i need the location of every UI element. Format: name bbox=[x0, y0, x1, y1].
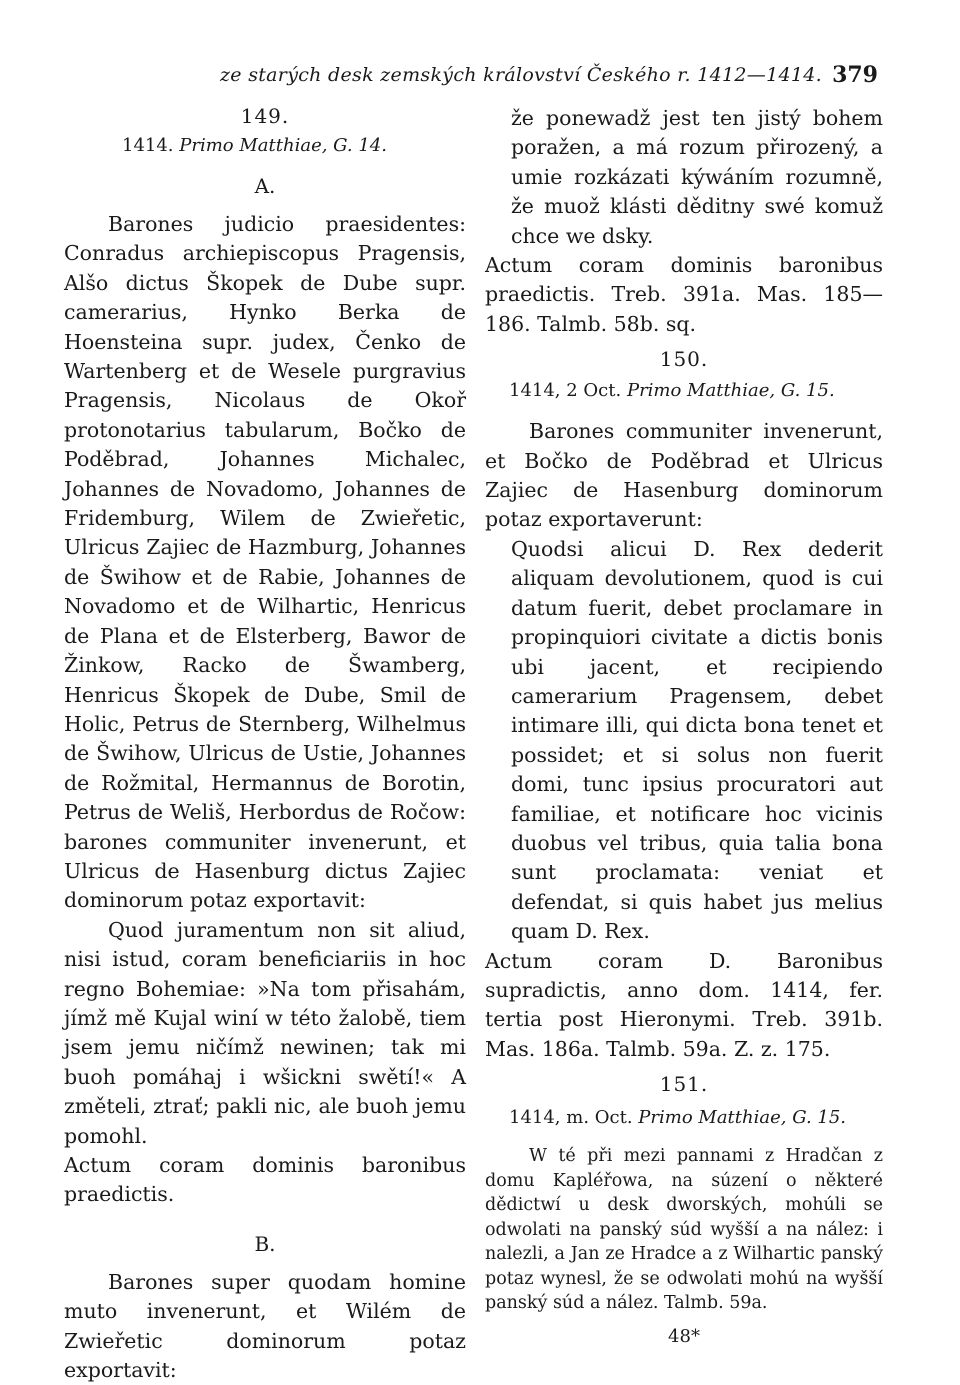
signature-mark: 48* bbox=[668, 1325, 700, 1347]
paragraph-continuation: že ponewadž jest ten jistý bohem poražen, a má rozum přirozený, a umie rozkázati kýwáním rozumně, že muož klásti děditny swé komuž chce we dsky. bbox=[511, 106, 883, 248]
document-number: 149. bbox=[240, 104, 290, 128]
left-column bbox=[64, 104, 466, 1385]
paragraph-actum: Actum coram dominis baronibus praedictis. bbox=[64, 1153, 466, 1207]
document-number-151: 151. bbox=[659, 1072, 709, 1097]
paragraph-juramentum: Quod juramentum non sit aliud, nisi istud, coram beneficiariis in hoc regno Bohemiae: »Na tom přisahám, jímž mě Kujal winí w této žalobě, tiem jsem jemu ničímž newinen; tak mi buoh pomáhaj i wšickni swětí!« A změteli, ztrať; pakli nic, ale buoh jemu pomohl. bbox=[64, 917, 466, 1148]
paragraph-w-te-pri: W té při mezi pannami z Hradčan z domu Kapléřowa, na súzení o některé dědictwí u desk dworských, mohúli se odwolati na panský súd wyšší a na nález: i nalezli, a Jan ze Hradce a z Wilhartic panský potaz wynesl, že se odwolati mohú na wyšší panský súd a nález. Talmb. 59a. bbox=[485, 1146, 883, 1314]
page-number: 379 bbox=[832, 62, 878, 88]
paragraph-barones-communiter: Barones communiter invenerunt, et Bočko de Poděbrad et Ulricus Zajiec de Hasenburg dominorum potaz exportaverunt: bbox=[485, 419, 883, 532]
dateline-151-source: Primo Matthiae, G. 15. bbox=[638, 1107, 847, 1129]
dateline-151 bbox=[509, 1106, 883, 1130]
section-b-heading: B. bbox=[254, 1231, 276, 1256]
right-column bbox=[485, 104, 883, 1347]
dateline-source: Primo Matthiae, G. 14. bbox=[179, 135, 387, 156]
document-number-150: 150. bbox=[659, 347, 709, 372]
dateline-150 bbox=[509, 379, 883, 403]
dateline-150-source: Primo Matthiae, G. 15. bbox=[626, 380, 835, 402]
running-head bbox=[200, 62, 900, 92]
paragraph-quodsi: Quodsi alicui D. Rex dederit aliquam devolutionem, quod is cui datum fuerit, debet proclamare in propinquiori civitate a dictis bonis ubi jacent, et recipiendo camerarium Pragensem, debet intimare illi, qui dicta bona tenet et possidet; et si solus non fuerit domi, tunc ipsius procuratori aut familiae, et notificare hoc vicinis duobus vel tribus, quia talia bona sunt proclamata: veniat et defendat, si quis habet jus melius quam D. Rex. bbox=[511, 536, 883, 944]
running-title: ze starých desk zemských království Českého r. 1412—1414. bbox=[220, 64, 822, 86]
paragraph-actum-supradictis: Actum coram D. Baronibus supradictis, anno dom. 1414, fer. tertia post Hieronymi. Treb. 391b. Mas. 186a. Talmb. 59a. Z. z. 175. bbox=[485, 948, 883, 1061]
paragraph-barones-super: Barones super quodam homine muto invenerunt, et Wilém de Zwieřetic dominorum potaz exportavit: bbox=[64, 1269, 466, 1383]
section-a-heading: A. bbox=[254, 174, 276, 198]
dateline-year: 1414. bbox=[122, 135, 174, 156]
dateline bbox=[122, 134, 466, 158]
dateline-151-date: 1414, m. Oct. bbox=[509, 1107, 633, 1129]
paragraph-barones-judicio: Barones judicio praesidentes: Conradus archiepiscopus Pragensis, Alšo dictus Škopek de Dube supr. camerarius, Hynko Berka de Hoensteina supr. judex, Čenko de Wartenberg et de Wesele purgravius Pragensis, Nicolaus de Okoř protonotarius tabularum, Bočko de Poděbrad, Johannes Michalec, Johannes de Novadomo, Johannes de Fridemburg, Wilem de Zwieřetic, Ulricus Zajiec de Hazmburg, Johannes de Šwihow et de Rabie, Johannes de Novadomo et de Wilhartic, Henricus de Plana et de Elsterberg, Bawor de Žinkow, Racko de Šwamberg, Henricus Škopek de Dube, Smil de Holic, Petrus de Sternberg, Wilhelmus de Šwihow, Ulricus de Ustie, Johannes de Rožmital, Hermannus de Borotin, Petrus de Weliš, Herbordus de Ročow: barones communiter invenerunt, et Ulricus de Hasenburg dictus Zajiec dominorum potaz exportavit: bbox=[64, 212, 466, 913]
dateline-150-date: 1414, 2 Oct. bbox=[509, 380, 622, 402]
paragraph-actum-sources: Actum coram dominis baronibus praedictis. Treb. 391a. Mas. 185—186. Talmb. 58b. sq. bbox=[485, 253, 883, 336]
